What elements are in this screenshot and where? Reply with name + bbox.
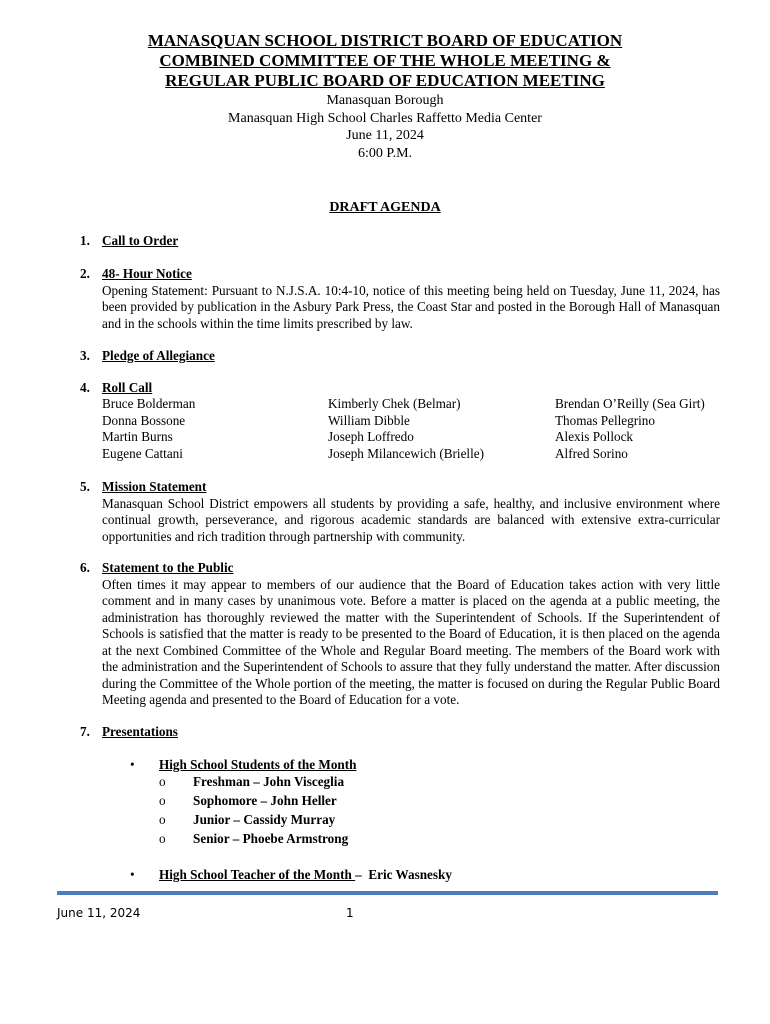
member-name: Joseph Loffredo [328, 429, 414, 445]
teacher-of-month [159, 867, 452, 884]
roll-call-column-1 [102, 396, 195, 462]
item-number: 3. [80, 348, 90, 363]
member-name: Alfred Sorino [555, 445, 628, 461]
presentation-bullet-teacher [130, 867, 135, 884]
teacher-name: – Eric Wasnesky [355, 867, 452, 882]
title-line-1: MANASQUAN SCHOOL DISTRICT BOARD OF EDUCATION [147, 31, 623, 50]
student-senior: Senior – Phoebe Armstrong [193, 831, 349, 846]
item-heading: 48- Hour Notice [102, 266, 192, 281]
students-of-month-heading: High School Students of the Month [159, 757, 357, 772]
roll-call-column-3 [555, 396, 705, 462]
teacher-of-month-heading: High School Teacher of the Month [159, 867, 356, 882]
title-line-3: REGULAR PUBLIC BOARD OF EDUCATION MEETING [165, 71, 605, 90]
member-name: Brendan O’Reilly (Sea Girt) [555, 396, 705, 411]
sub-marker: o [159, 793, 166, 808]
item-number: 5. [80, 479, 90, 494]
page-number: 1 [346, 906, 354, 920]
item-number: 2. [80, 266, 90, 281]
draft-agenda-heading: DRAFT AGENDA [329, 200, 441, 215]
bullet-marker: • [130, 757, 135, 772]
member-name: Thomas Pellegrino [555, 412, 655, 428]
public-statement-text: Often times it may appear to members of our audience that the Board of Education takes action with very little comment and in many cases by unanimous vote. Before a matter is placed on the agenda at a public meeting, the administration has thoroughly reviewed the matter with the Superintendent of Schools. If the Superintendent of Schools is satisfied that the matter is ready to be presented to the Board of Education, it is then placed on the agenda at the next Combined Committee of the Whole and Regular Board meeting. The members of the Board work with the administration and the Superintendent of Schools to assure that they fully understand the matter. After discussion during the Committee of the Whole portion of the meeting, the matter is focused on during the Regular Public Board Meeting agenda and presented to the Board of Education for a vote. [102, 576, 720, 707]
meeting-date: June 11, 2024 [346, 128, 424, 143]
meeting-details [0, 92, 770, 162]
meeting-time: 6:00 P.M. [357, 145, 413, 161]
member-name: Eugene Cattani [102, 445, 183, 461]
student-junior: Junior – Cassidy Murray [193, 812, 336, 827]
title-line-2: COMBINED COMMITTEE OF THE WHOLE MEETING & [159, 51, 611, 70]
member-name: Joseph Milancewich (Brielle) [328, 445, 485, 461]
sub-marker: o [159, 812, 166, 827]
meeting-location: Manasquan Borough [326, 93, 444, 108]
item-number: 1. [80, 233, 90, 248]
member-name: Bruce Bolderman [102, 396, 196, 411]
member-name: Martin Burns [102, 429, 173, 445]
item-heading: Pledge of Allegiance [102, 348, 215, 363]
mission-statement-text: Manasquan School District empowers all students by providing a safe, healthy, and inclusive environment where continual growth, perseverance, and rigorous academic standards are balanced with extensive extra-curricular opportunities and rich tradition through partnership with community. [102, 495, 720, 544]
item-heading: Presentations [102, 724, 178, 739]
member-name: Donna Bossone [102, 412, 186, 428]
member-name: Alexis Pollock [555, 429, 634, 445]
item-heading: Mission Statement [102, 479, 207, 494]
bullet-marker: • [130, 867, 135, 882]
notice-statement: Opening Statement: Pursuant to N.J.S.A. 10:4-10, notice of this meeting being held on Tuesday, June 11, 2024, has been provided by publication in the Asbury Park Press, the Coast Star and posted in the Borough Hall of Manasquan and in the schools within the time limits prescribed by law. [102, 282, 720, 331]
meeting-venue: Manasquan High School Charles Raffetto Media Center [228, 110, 542, 126]
item-heading: Call to Order [102, 233, 179, 248]
item-heading: Roll Call [102, 380, 153, 395]
student-freshman: Freshman – John Visceglia [193, 774, 345, 789]
presentation-bullet-students [130, 757, 135, 774]
item-number: 7. [80, 724, 90, 739]
member-name: William Dibble [328, 412, 410, 428]
document-title [0, 31, 770, 91]
sub-marker: o [159, 774, 166, 789]
item-number: 4. [80, 380, 90, 395]
student-sophomore: Sophomore – John Heller [193, 793, 337, 808]
sub-marker: o [159, 831, 166, 846]
item-number: 6. [80, 560, 90, 575]
footer-rule [57, 891, 718, 895]
roll-call-column-2 [328, 396, 484, 462]
footer-date: June 11, 2024 [57, 906, 141, 920]
item-heading: Statement to the Public [102, 560, 234, 575]
member-name: Kimberly Chek (Belmar) [328, 396, 461, 411]
